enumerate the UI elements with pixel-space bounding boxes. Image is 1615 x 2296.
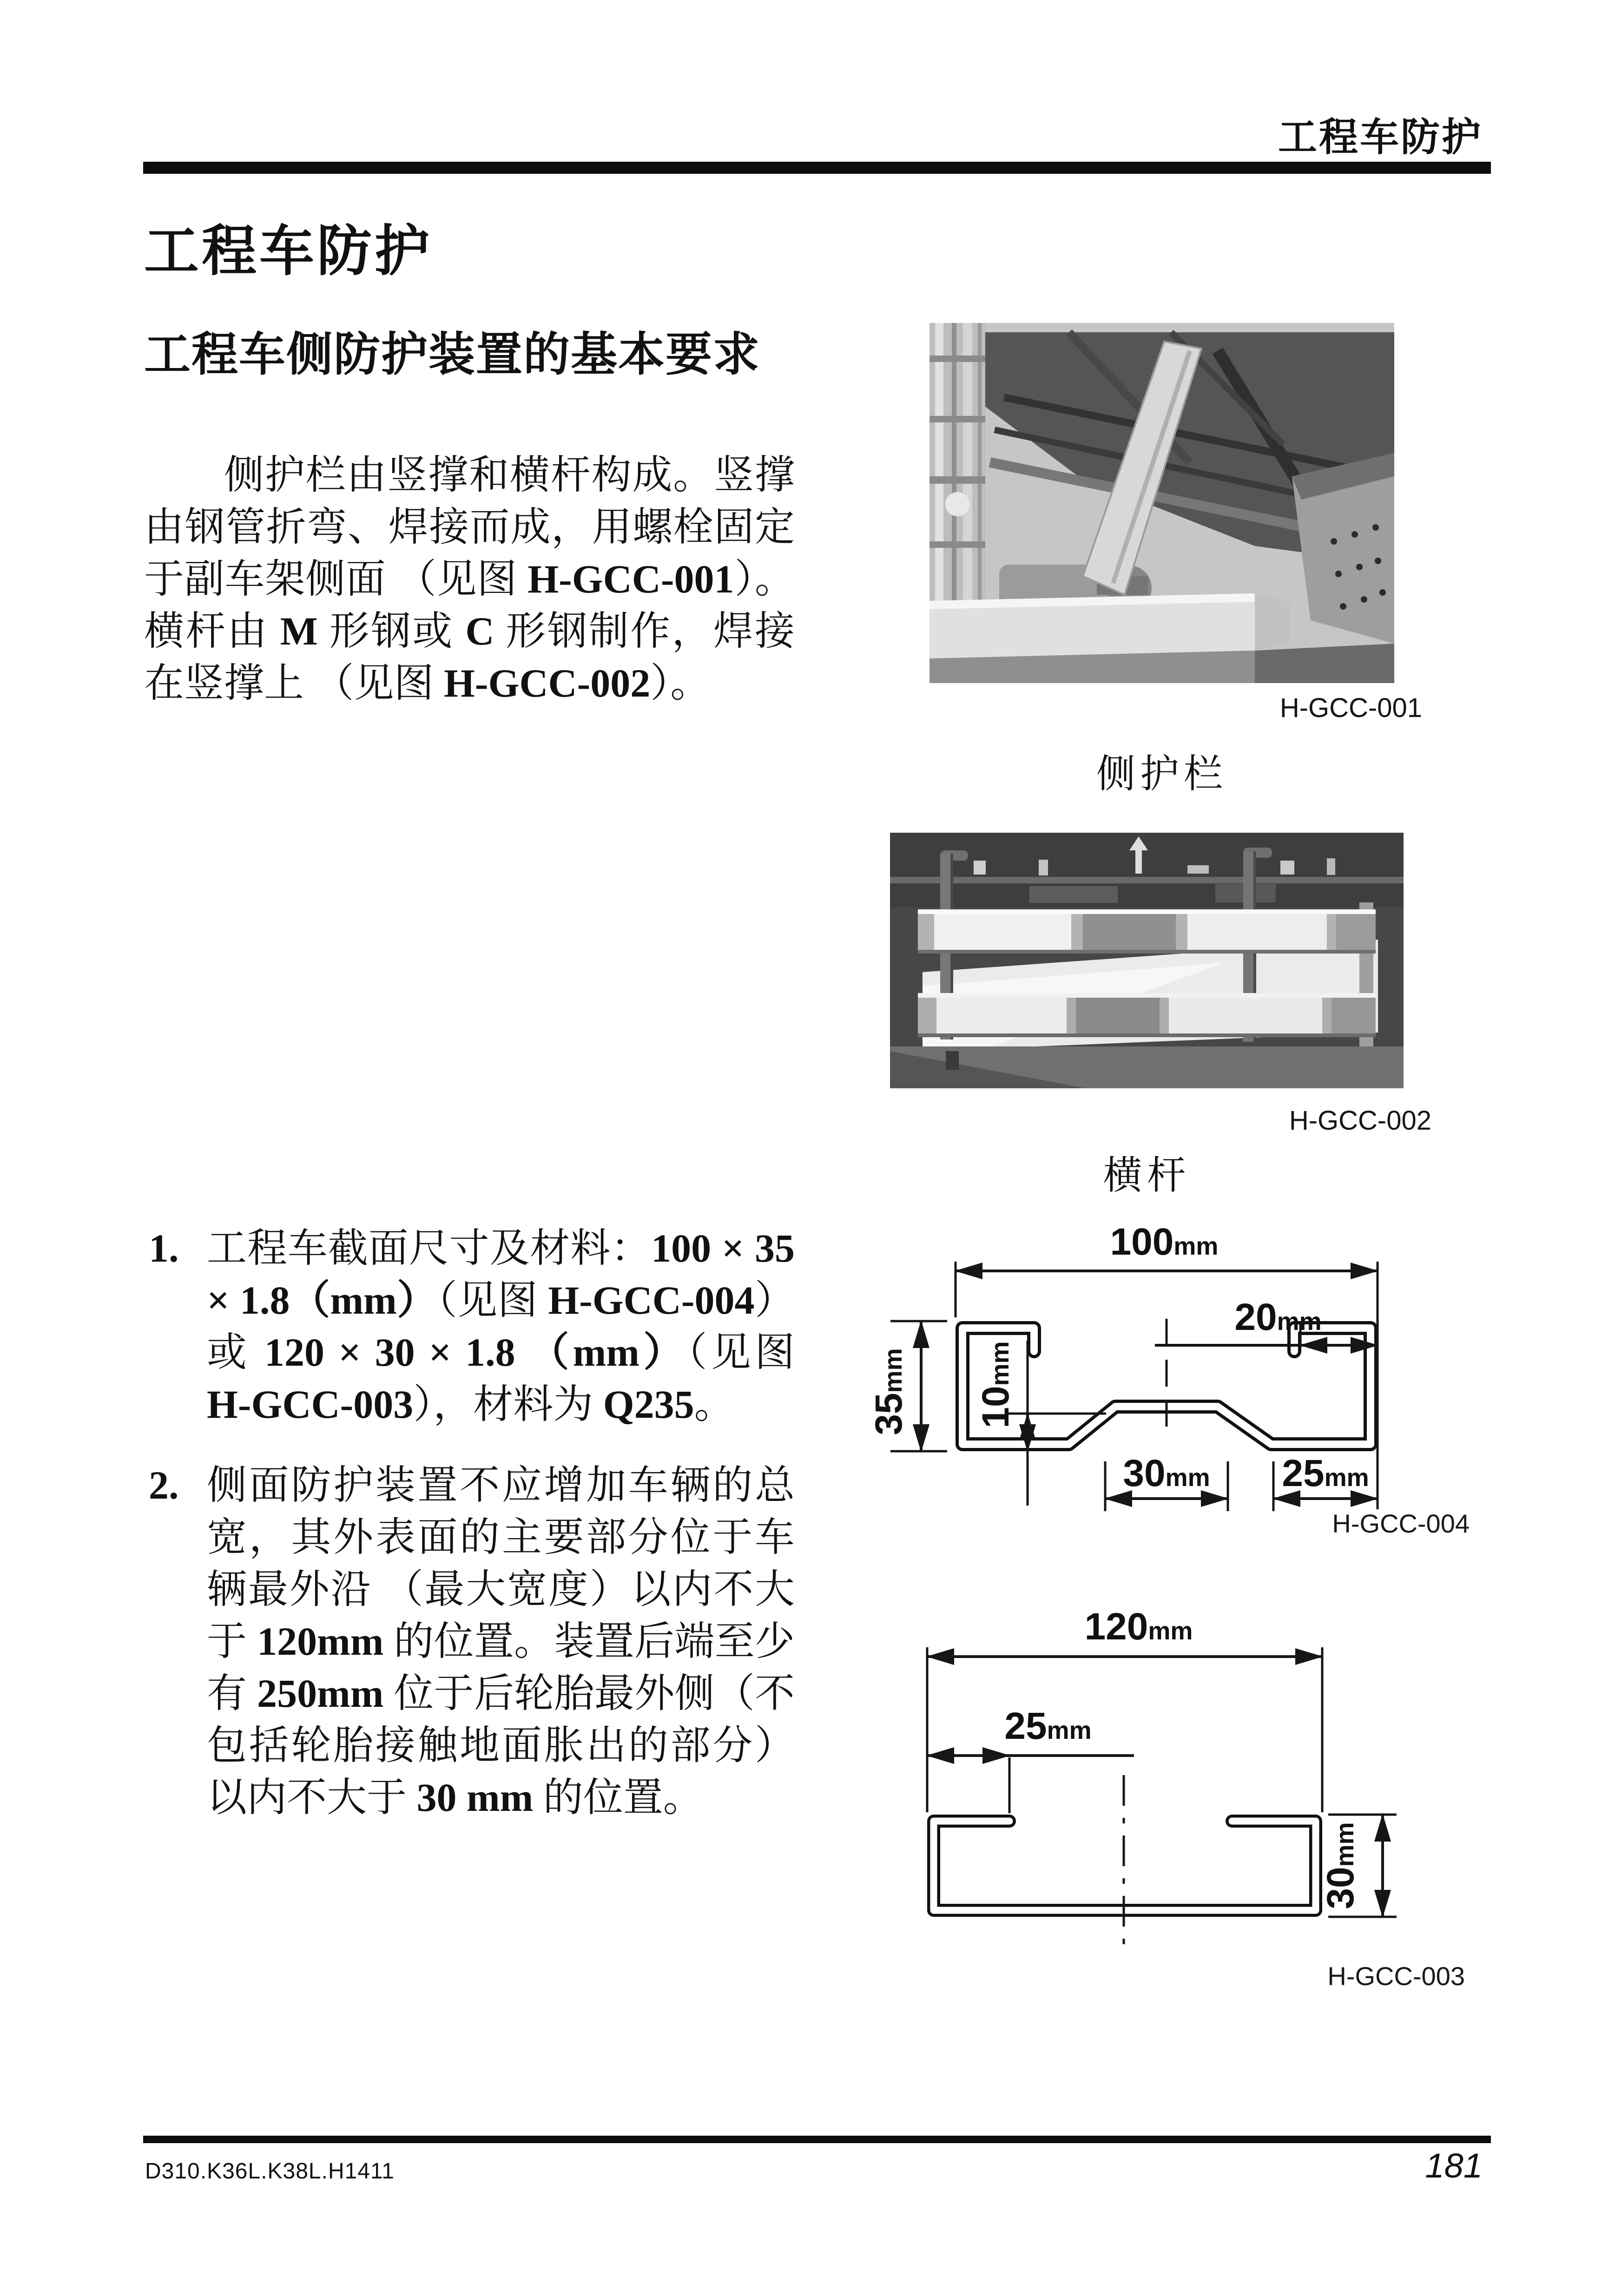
diagram-m-profile [869,1208,1473,1564]
list-number-2: 2. [149,1463,179,1507]
svg-text:25mm: 25mm [1282,1452,1369,1494]
upper-rail-art [918,909,1376,954]
dimension-30mm [1105,1452,1228,1511]
svg-text:35mm: 35mm [869,1348,910,1435]
running-header-title: 工程车防护 [1278,116,1483,159]
list-number-1: 1. [149,1226,179,1270]
figure-id-hgcc001: H-GCC-001 [1279,693,1422,723]
guard-rails-photo-art [890,833,1404,1088]
section-heading: 工程车侧防护装置的基本要求 [144,329,760,381]
diagram-id-hgcc004: H-GCC-004 [1332,1509,1470,1538]
svg-text:25mm: 25mm [1004,1705,1092,1747]
list-text-1: 工程车截面尺寸及材料：100 × 35 × 1.8（mm）（见图 H-GCC-004）或 120 × 30 × 1.8 （mm）（见图 H-GCC-003），材料为 Q235。 [207,1226,795,1427]
dimension-20mm [1155,1296,1378,1345]
footer-doc-code: D310.K36L.K38L.H1411 [145,2159,395,2184]
svg-text:20mm: 20mm [1234,1296,1322,1338]
svg-text:120mm: 120mm [1084,1605,1193,1648]
figure-id-hgcc002: H-GCC-002 [1289,1105,1431,1136]
figure-photo-cross-bars [890,833,1404,1088]
footer-rule [143,2136,1491,2143]
svg-text:30mm: 30mm [1123,1452,1210,1494]
ground-art [890,1046,1404,1088]
background-machinery-art [890,833,1404,907]
header-rule [143,162,1491,174]
dimension-30mm [1319,1815,1397,1917]
list-text-2: 侧面防护装置不应增加车辆的总宽，其外表面的主要部分位于车辆最外沿 （最大宽度）以内不大于 120mm 的位置。装置后端至少有 250mm 位于后轮胎最外侧（不包括轮胎接触地面胀出的部分）以内不大于 30 mm 的位置。 [207,1463,795,1820]
svg-text:30mm: 30mm [1319,1822,1362,1909]
lower-rail-art [918,993,1376,1037]
intro-paragraph: 侧护栏由竖撑和横杆构成。竖撑由钢管折弯、焊接而成，用螺栓固定于副车架侧面 （见图 H-GCC-001）。横杆由 M 形钢或 C 形钢制作，焊接在竖撑上 （见图 H-GCC-002）。 [144,453,795,705]
dimension-25mm [927,1705,1134,1813]
svg-text:10mm: 10mm [975,1341,1017,1428]
list-item-2 [144,1459,795,1823]
diagram-c-profile [855,1580,1469,2047]
figure-caption-side-guard: 侧护栏 [1096,753,1227,796]
figure-caption-cross-bar: 横杆 [1103,1154,1191,1197]
c-profile-drawing [855,1580,1469,2045]
figure-photo-side-guard-support [929,323,1394,683]
dimension-25mm [1273,1452,1378,1511]
truck-underbody-photo-art [929,323,1394,683]
diagram-id-hgcc003: H-GCC-003 [1327,1961,1465,1991]
dimension-35mm [869,1321,947,1451]
svg-text:100mm: 100mm [1110,1221,1219,1263]
footer-page-number: 181 [1425,2146,1483,2185]
m-profile-drawing [869,1208,1473,1561]
page-title: 工程车防护 [144,221,433,282]
list-item-1 [144,1222,795,1430]
